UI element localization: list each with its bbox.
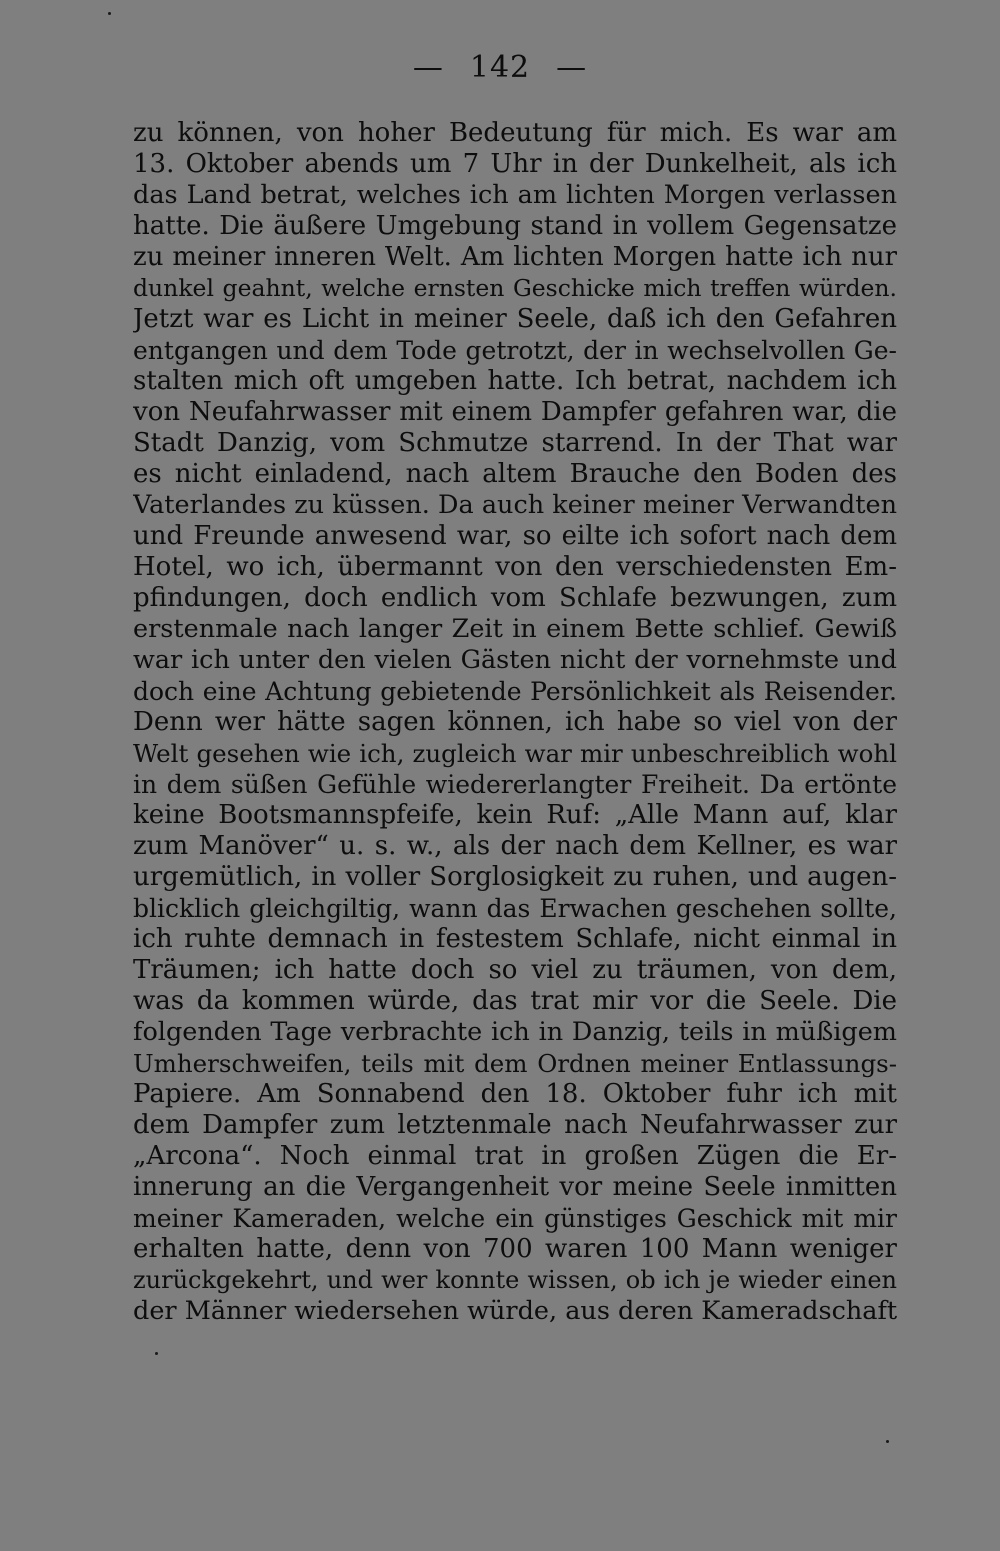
text-line: meiner Kameraden, welche ein günstiges Geschick mit mir: [133, 1204, 897, 1233]
text-line: zurückgekehrt, und wer konnte wissen, ob ich je wieder einen: [133, 1266, 897, 1294]
text-line: ich ruhte demnach in festestem Schlafe, nicht einmal in: [133, 924, 897, 954]
text-line: von Neufahrwasser mit einem Dampfer gefahren war, die: [133, 397, 897, 427]
scan-speck: [886, 1440, 889, 1443]
text-line: zum Manöver“ u. s. w., als der nach dem Kellner, es war: [133, 831, 897, 861]
text-line: Welt gesehen wie ich, zugleich war mir unbeschreiblich wohl: [133, 739, 897, 768]
scan-speck: [108, 12, 111, 15]
text-line: es nicht einladend, nach altem Brauche den Boden des: [133, 459, 897, 489]
text-line: was da kommen würde, das trat mir vor die Seele. Die: [133, 986, 897, 1016]
text-line: der Männer wiedersehen würde, aus deren Kameradschaft: [133, 1296, 897, 1326]
text-line: Vaterlandes zu küssen. Da auch keiner meiner Verwandten: [133, 490, 897, 520]
page-header: [0, 50, 1000, 86]
text-line: blicklich gleichgiltig, wann das Erwachen geschehen sollte,: [133, 894, 897, 923]
text-line: folgenden Tage verbrachte ich in Danzig, teils in müßigem: [133, 1017, 897, 1047]
text-line: erhalten hatte, denn von 700 waren 100 Mann weniger: [133, 1234, 897, 1264]
header-dash-right: —: [556, 50, 588, 85]
text-line: in dem süßen Gefühle wiedererlangter Freiheit. Da ertönte: [133, 770, 897, 799]
text-line: Träumen; ich hatte doch so viel zu träumen, von dem,: [133, 955, 897, 985]
text-line: zu können, von hoher Bedeutung für mich. Es war am: [133, 118, 897, 148]
text-line: das Land betrat, welches ich am lichten Morgen verlassen: [133, 180, 897, 210]
text-line: Papiere. Am Sonnabend den 18. Oktober fuhr ich mit: [133, 1079, 897, 1109]
text-line: Denn wer hätte sagen können, ich habe so viel von der: [133, 707, 897, 737]
text-line: doch eine Achtung gebietende Persönlichkeit als Reisender.: [133, 677, 897, 706]
text-line: Jetzt war es Licht in meiner Seele, daß ich den Gefahren: [133, 304, 897, 334]
text-line: hatte. Die äußere Umgebung stand in vollem Gegensatze: [133, 211, 897, 241]
text-line: entgangen und dem Tode getrotzt, der in wechselvollen Ge-: [133, 336, 897, 365]
text-line: pfindungen, doch endlich vom Schlafe bezwungen, zum: [133, 583, 897, 613]
text-line: keine Bootsmannspfeife, kein Ruf: „Alle Mann auf, klar: [133, 800, 897, 830]
text-line: zu meiner inneren Welt. Am lichten Morgen hatte ich nur: [133, 242, 897, 272]
text-line: und Freunde anwesend war, so eilte ich sofort nach dem: [133, 521, 897, 551]
text-line: „Arcona“. Noch einmal trat in großen Zügen die Er-: [133, 1141, 897, 1171]
text-line: Stadt Danzig, vom Schmutze starrend. In der That war: [133, 428, 897, 458]
text-line: war ich unter den vielen Gästen nicht der vornehmste und: [133, 645, 897, 675]
page-number: 142: [469, 50, 531, 85]
text-line: stalten mich oft umgeben hatte. Ich betrat, nachdem ich: [133, 366, 897, 396]
text-line: Umherschweifen, teils mit dem Ordnen meiner Entlassungs-: [133, 1049, 897, 1078]
text-line: dem Dampfer zum letztenmale nach Neufahrwasser zur: [133, 1110, 897, 1140]
text-line: Hotel, wo ich, übermannt von den verschiedensten Em-: [133, 552, 897, 582]
scan-speck: [155, 1352, 158, 1355]
text-line: dunkel geahnt, welche ernsten Geschicke mich treffen würden.: [133, 274, 897, 302]
text-line: urgemütlich, in voller Sorglosigkeit zu ruhen, und augen-: [133, 862, 897, 892]
text-line: innerung an die Vergangenheit vor meine Seele inmitten: [133, 1172, 897, 1202]
text-line: 13. Oktober abends um 7 Uhr in der Dunkelheit, als ich: [133, 149, 897, 179]
header-dash-left: —: [412, 50, 444, 85]
body-text: [133, 118, 897, 1327]
text-line: erstenmale nach langer Zeit in einem Bette schlief. Gewiß: [133, 614, 897, 644]
